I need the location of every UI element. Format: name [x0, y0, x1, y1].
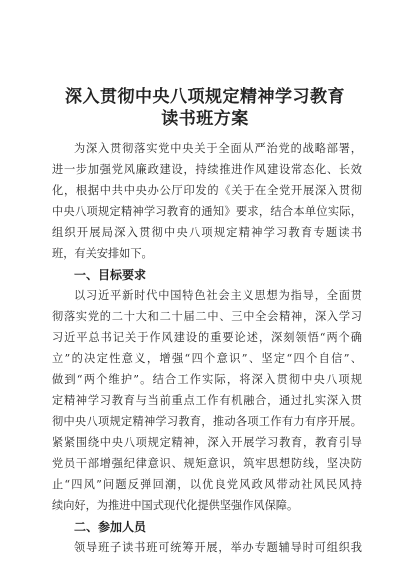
paragraph-line: 止“四风”问题反弹回潮，以优良党风政风带动社风民风持 [52, 478, 362, 491]
paragraph-line: 化，根据中共中央办公厅印发的《关于在全党开展深入贯彻 [52, 184, 362, 197]
paragraph-line: 班，有关安排如下。 [52, 247, 153, 260]
paragraph-line: 彻中央八项规定精神学习教育，推动各项工作有力有序开展。 [52, 415, 362, 428]
paragraph-line: 做到“两个维护”。结合工作实际，将深入贯彻中央八项规 [52, 373, 362, 386]
paragraph-line: 彻落实党的二十大和二十届二中、三中全会精神，深入学习 [52, 310, 362, 323]
document-title-line-2: 读书班方案 [161, 109, 249, 129]
paragraph-line: 续向好，为推进中国式现代化提供坚强作风保障。 [52, 499, 299, 512]
paragraph-line: 组织开展局深入贯彻中央八项规定精神学习教育专题读书 [52, 226, 362, 239]
paragraph-line: 进一步加强党风廉政建设，持续推进作风建设常态化、长效 [52, 163, 362, 176]
paragraph-line: 党员干部增强纪律意识、规矩意识，筑牢思想防线，坚决防 [52, 457, 362, 470]
paragraph-line: 中央八项规定精神学习教育的通知》要求，结合本单位实际， [52, 205, 362, 218]
document-title-line-1: 深入贯彻中央八项规定精神学习教育 [65, 87, 345, 107]
section-heading-participants: 二、参加人员 [74, 520, 147, 534]
paragraph-line: 为深入贯彻落实党中央关于全面从严治党的战略部署， [74, 142, 362, 155]
paragraph-line: 定精神学习教育与当前重点工作有机融合，通过扎实深入贯 [52, 394, 362, 407]
paragraph-line: 习近平总书记关于作风建设的重要论述，深刻领悟“两个确 [52, 331, 362, 344]
paragraph-line: 以习近平新时代中国特色社会主义思想为指导，全面贯 [74, 289, 362, 302]
section-heading-objectives: 一、目标要求 [74, 268, 147, 282]
paragraph-line: 领导班子读书班可统筹开展，举办专题辅导时可组织我 [74, 541, 362, 554]
paragraph-line: 紧紧围绕中央八项规定精神，深入开展学习教育，教育引导 [52, 436, 362, 449]
paragraph-line: 立”的决定性意义，增强“四个意识”、坚定“四个自信”、 [52, 352, 362, 365]
